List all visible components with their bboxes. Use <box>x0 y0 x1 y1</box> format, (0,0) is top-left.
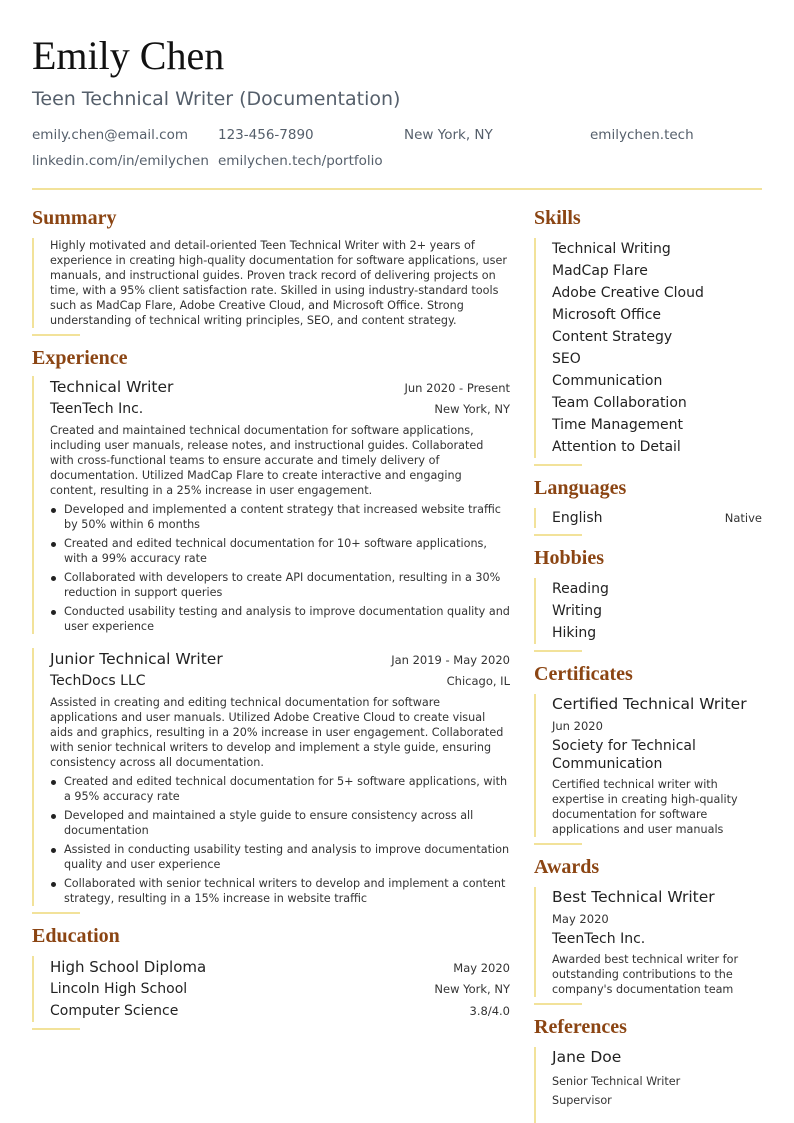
job-location: New York, NY <box>434 402 510 416</box>
job-description: Assisted in creating and editing technical documentation for software applications and user manuals. Utilized Adobe Creative Cloud to create visual aids and graphics, resulting in a 20% increase in user engagement. Collaborated with senior technical writers to develop and implement a style guide, ensuring consistency across all documentation. <box>50 696 504 769</box>
education-field: Computer Science <box>50 1003 179 1019</box>
website-link[interactable]: emilychen.tech <box>590 127 694 143</box>
education-gpa: 3.8/4.0 <box>469 1004 510 1018</box>
list-item: MadCap Flare <box>552 263 648 279</box>
certificates-heading: Certificates <box>534 663 633 685</box>
job-location: Chicago, IL <box>446 674 510 688</box>
location-text: New York, NY <box>404 127 493 143</box>
job-achievements <box>50 502 510 634</box>
summary-section <box>32 206 510 336</box>
certificates-section <box>534 662 762 845</box>
section-divider <box>534 1003 582 1005</box>
section-divider <box>534 534 582 536</box>
skills-section <box>534 206 762 466</box>
education-school: Lincoln High School <box>50 981 188 997</box>
list-item: Writing <box>552 603 602 619</box>
experience-section <box>32 346 510 914</box>
education-degree: High School Diploma <box>50 958 207 976</box>
list-item: Developed and maintained a style guide to ensure consistency across all documentation <box>50 808 510 838</box>
list-item: Hiking <box>552 625 597 641</box>
section-divider <box>32 334 80 336</box>
list-item: Created and edited technical documentation for 10+ software applications, with a 99% accuracy rate <box>50 536 510 566</box>
hobbies-heading: Hobbies <box>534 547 605 569</box>
list-item: Reading <box>552 581 609 597</box>
list-item: Assisted in conducting usability testing and analysis to improve documentation quality and user experience <box>50 842 510 872</box>
reference-role: Senior Technical Writer <box>552 1075 681 1088</box>
section-divider <box>32 912 80 914</box>
list-item: Collaborated with senior technical writers to develop and implement a content strategy, resulting in a 15% increase in website traffic <box>50 876 510 906</box>
list-item: Communication <box>552 373 663 389</box>
award-title: Best Technical Writer <box>552 888 715 906</box>
summary-body <box>32 238 510 328</box>
job-company: TechDocs LLC <box>50 673 146 689</box>
linkedin-link[interactable]: linkedin.com/in/emilychen <box>32 153 209 169</box>
skills-heading: Skills <box>534 207 581 229</box>
education-entry <box>32 956 510 1022</box>
certificate-description: Certified technical writer with expertise in creating high-quality documentation for software applications and user manuals <box>552 778 738 836</box>
list-item: Technical Writing <box>552 241 671 257</box>
education-section <box>32 924 510 1030</box>
hobbies-section <box>534 546 762 652</box>
list-item: Developed and implemented a content strategy that increased website traffic by 50% within 6 months <box>50 502 510 532</box>
references-heading: References <box>534 1016 627 1038</box>
section-divider <box>534 464 582 466</box>
list-item: Created and edited technical documentation for 5+ software applications, with a 95% accuracy rate <box>50 774 510 804</box>
job-dates: Jan 2019 - May 2020 <box>391 653 510 667</box>
job-company: TeenTech Inc. <box>50 401 144 417</box>
award-entry <box>534 887 762 997</box>
header-divider <box>32 188 762 190</box>
certificate-entry <box>534 694 762 837</box>
phone-number: 123-456-7890 <box>218 127 314 143</box>
list-item: SEO <box>552 351 581 367</box>
languages-section <box>534 476 762 536</box>
resume-header <box>32 30 762 170</box>
awards-heading: Awards <box>534 856 600 878</box>
section-divider <box>32 1028 80 1030</box>
education-heading: Education <box>32 925 120 947</box>
certificate-date: Jun 2020 <box>552 719 603 733</box>
list-item: Collaborated with developers to create API documentation, resulting in a 30% reduction in support queries <box>50 570 510 600</box>
job-entry <box>32 648 510 906</box>
certificate-title: Certified Technical Writer <box>552 695 747 713</box>
contact-info <box>32 126 762 170</box>
reference-entry <box>534 1047 762 1123</box>
education-date: May 2020 <box>453 961 510 975</box>
skills-list <box>534 238 762 458</box>
awards-section <box>534 855 762 1005</box>
main-column <box>32 206 510 1040</box>
email-link[interactable]: emily.chen@email.com <box>32 127 189 143</box>
references-section <box>534 1015 762 1123</box>
list-item: Content Strategy <box>552 329 673 345</box>
list-item: Team Collaboration <box>552 395 687 411</box>
candidate-title: Teen Technical Writer (Documentation) <box>32 88 401 110</box>
languages-heading: Languages <box>534 477 627 499</box>
section-divider <box>534 843 582 845</box>
languages-list <box>534 508 762 528</box>
summary-text: Highly motivated and detail-oriented Teen Technical Writer with 2+ years of experience in creating high-quality documentation for software applications, user manuals, and instructional guides. Proven track record of delivering projects on time, with a 95% client satisfaction rate. Skilled in using industry-standard tools such as MadCap Flare, Adobe Creative Cloud, and Microsoft Office. Strong understanding of technical writing principles, SEO, and content strategy. <box>50 239 507 327</box>
list-item <box>552 508 762 528</box>
language-level: Native <box>724 511 762 525</box>
reference-relation: Supervisor <box>552 1094 612 1107</box>
language-name: English <box>552 510 603 526</box>
certificate-issuer: Society for Technical Communication <box>552 738 696 772</box>
award-org: TeenTech Inc. <box>552 931 646 947</box>
side-column <box>534 206 762 1123</box>
list-item: Microsoft Office <box>552 307 662 323</box>
award-description: Awarded best technical writer for outstanding contributions to the company's documentation team <box>552 953 739 996</box>
job-description: Created and maintained technical documentation for software applications, including user manuals, release notes, and instructional guides. Collaborated with cross-functional teams to ensure accurate and timely delivery of documentation. Utilized MadCap Flare to create interactive and engaging content, resulting in a 25% increase in user engagement. <box>50 424 484 497</box>
list-item: Conducted usability testing and analysis to improve documentation quality and user experience <box>50 604 510 634</box>
job-title: Junior Technical Writer <box>50 650 223 668</box>
hobbies-list <box>534 578 762 644</box>
job-achievements <box>50 774 510 906</box>
list-item: Adobe Creative Cloud <box>552 285 704 301</box>
reference-name: Jane Doe <box>552 1048 622 1066</box>
portfolio-link[interactable]: emilychen.tech/portfolio <box>218 153 383 169</box>
education-location: New York, NY <box>434 982 510 996</box>
section-divider <box>534 650 582 652</box>
award-date: May 2020 <box>552 912 609 926</box>
list-item: Attention to Detail <box>552 439 681 455</box>
experience-heading: Experience <box>32 347 128 369</box>
job-title: Technical Writer <box>50 378 174 396</box>
list-item: Time Management <box>552 417 683 433</box>
job-dates: Jun 2020 - Present <box>404 381 510 395</box>
job-entry <box>32 376 510 634</box>
candidate-name: Emily Chen <box>32 33 225 78</box>
summary-heading: Summary <box>32 207 117 229</box>
